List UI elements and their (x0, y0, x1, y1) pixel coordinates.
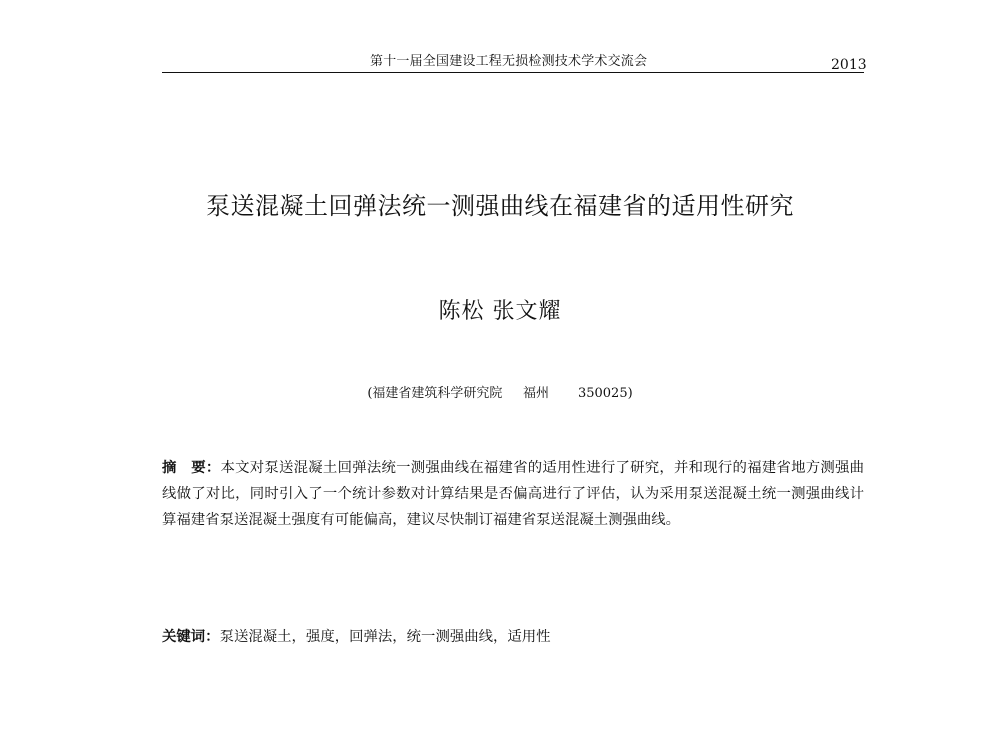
affiliation: (福建省建筑科学研究院 福州 350025) (367, 386, 633, 401)
paper-title: 泵送混凝土回弹法统一测强曲线在福建省的适用性研究 (206, 192, 794, 220)
running-header-conference: 第十一届全国建设工程无损检测技术学术交流会 (370, 54, 648, 69)
header-rule (162, 72, 864, 73)
keywords-label: 关键词： (162, 629, 220, 645)
authors: 陈松 张文耀 (438, 299, 562, 324)
keywords (162, 624, 864, 650)
running-header-year: 2013 (831, 57, 867, 73)
abstract-label: 摘 要： (162, 460, 221, 476)
abstract (162, 455, 864, 533)
keywords-text: 泵送混凝土，强度，回弹法，统一测强曲线，适用性 (219, 629, 551, 645)
abstract-text: 本文对泵送混凝土回弹法统一测强曲线在福建省的适用性进行了研究，并和现行的福建省地方测强曲线做了对比，同时引入了一个统计参数对计算结果是否偏高进行了评估，认为采用泵送混凝土统一测强曲线计算福建省泵送混凝土强度有可能偏高，建议尽快制订福建省泵送混凝土测强曲线。 (162, 460, 864, 528)
